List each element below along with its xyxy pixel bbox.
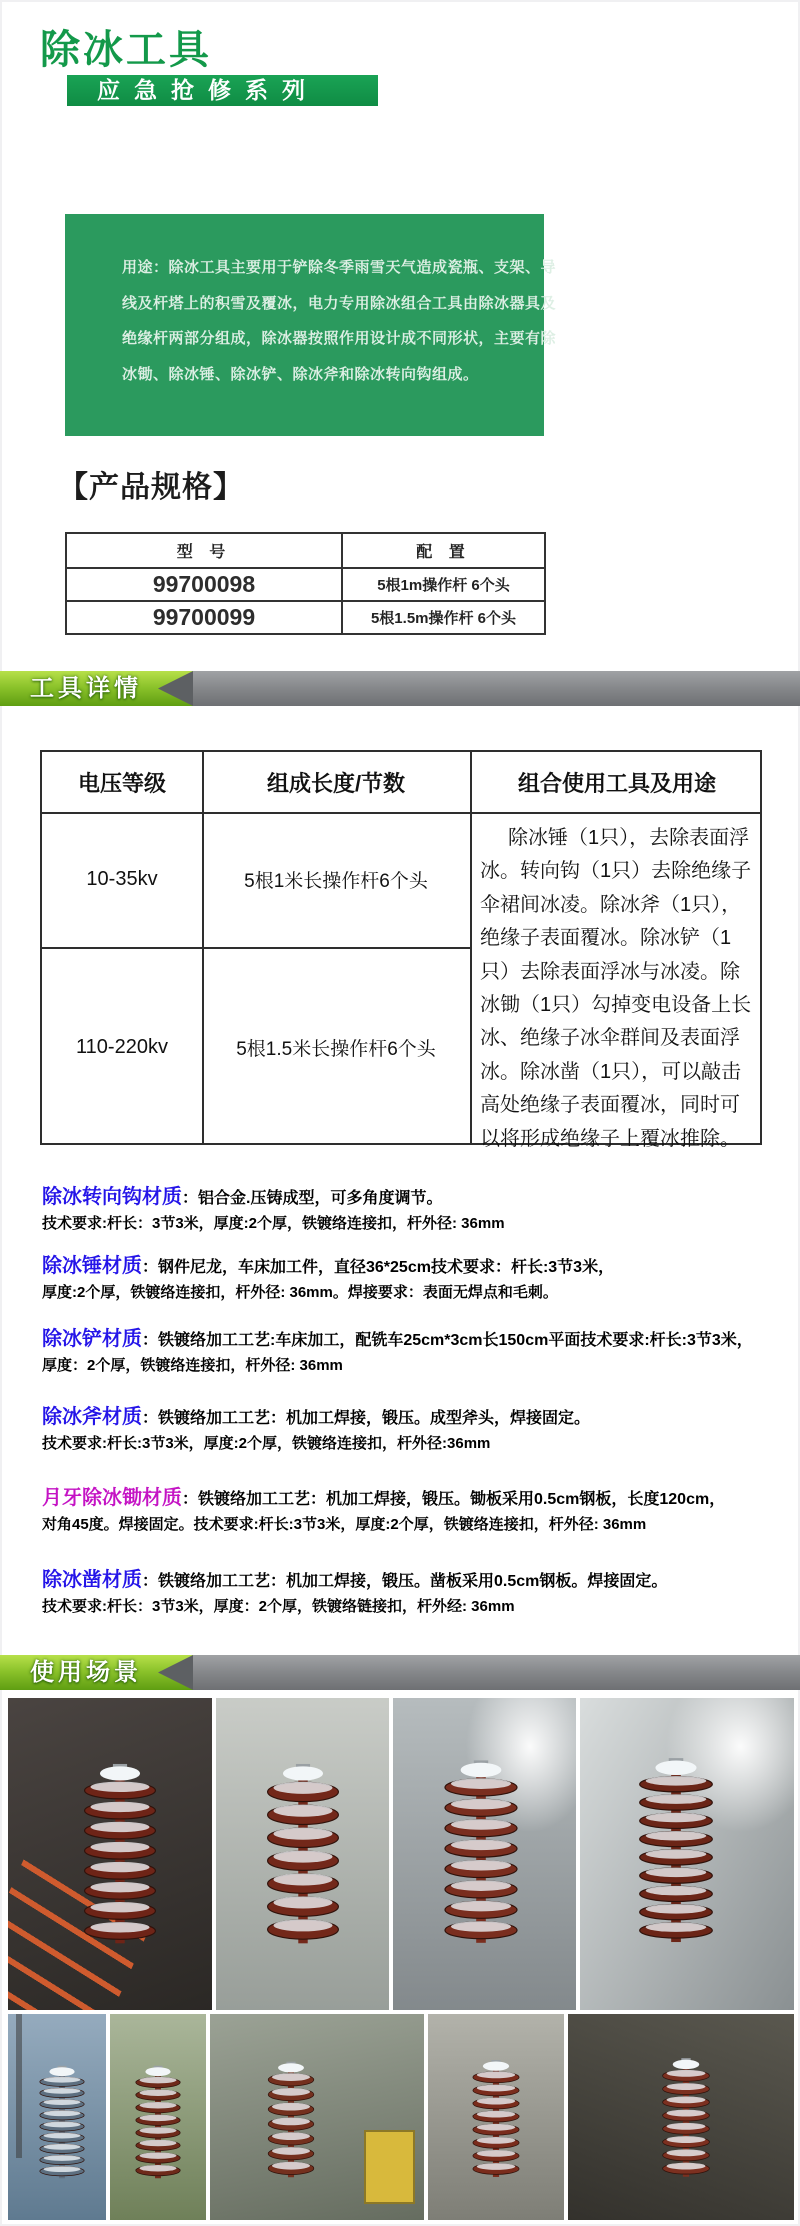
gallery-row (8, 2014, 794, 2220)
subtitle-bar (67, 75, 378, 106)
material-paragraph (42, 1180, 794, 1233)
scene-section-banner (0, 1655, 800, 1690)
voltage-cell: 110-220kv (76, 1035, 168, 1058)
usage-line: 绝缘杆两部分组成，除冰器按照作用设计成不同形状，主要有除 (122, 330, 557, 347)
page-title: 除冰工具 (40, 28, 212, 72)
material-paragraph (42, 1400, 794, 1453)
detail-col-length: 组成长度/节数 (266, 770, 406, 796)
model-number: 99700099 (66, 601, 342, 634)
iced-insulator-photo-3 (393, 1698, 576, 2010)
insulator-graphic (458, 2024, 535, 2216)
insulator-graphic (61, 1708, 179, 2004)
spec-col-model: 型 号 (66, 533, 342, 568)
material-spec-line: 技术要求:杆长：3节3米，厚度:2个厚，铁镀络连接扣，杆外径: 36mm (42, 1215, 505, 1232)
material-spec-line: 厚度:2个厚，铁镀络连接扣，杆外径: 36mm。焊接要求：表面无焊点和毛刺。 (42, 1284, 558, 1301)
usage-cell: 除冰锤（1只），去除表面浮冰。转向钩（1只）去除绝缘子伞裙间冰凌。除冰斧（1只），绝缘子表面覆冰。除冰铲（1只）去除表面浮冰与冰凌。除冰锄（1只）勾掉变电设备上长冰、绝缘子冰伞群间及表面浮冰。除冰凿（1只），可以敲击高处绝缘子表面覆冰，同时可以将形成绝缘子上覆冰推除。 (480, 827, 752, 1150)
spec-section-heading: 【产品规格】 (58, 471, 244, 504)
banner-label: 工具详情 (30, 675, 142, 702)
material-heading: 除冰凿材质 (42, 1569, 142, 1591)
length-cell: 5根1.5米长操作杆6个头 (236, 1038, 436, 1060)
insulator-graphic (253, 2026, 329, 2216)
usage-description-lines (122, 250, 557, 392)
model-config: 5根1.5m操作杆 6个头 (342, 601, 545, 634)
iced-insulator-photo-7 (210, 2014, 424, 2220)
model-number: 99700098 (66, 568, 342, 601)
insulator-graphic (421, 1704, 541, 2004)
material-spec-line: 对角45度。焊接固定。技术要求:杆长:3节3米，厚度:2个厚，铁镀络连接扣，杆外径: 36mm (42, 1516, 647, 1533)
voltage-cell: 10-35kv (86, 868, 158, 890)
insulator-graphic (647, 2022, 725, 2216)
detail-col-voltage: 电压等级 (77, 770, 166, 796)
banner-label: 使用场景 (30, 1659, 142, 1686)
material-heading: 除冰转向钩材质 (42, 1186, 182, 1208)
model-config: 5根1m操作杆 6个头 (342, 568, 545, 601)
detail-col-usage: 组合使用工具及用途 (517, 770, 716, 796)
material-paragraph (42, 1481, 794, 1534)
material-text: ：钢件尼龙，车床加工件，直径36*25cm技术要求：杆长:3节3米， (142, 1259, 615, 1276)
material-text: ：铁镀络加工工艺：机加工焊接，锻压。成型斧头，焊接固定。 (142, 1410, 591, 1427)
material-heading: 除冰斧材质 (42, 1406, 142, 1428)
spec-table (65, 532, 546, 635)
usage-line: 线及杆塔上的积雪及覆冰，电力专用除冰组合工具由除冰器具及 (122, 294, 557, 312)
iced-insulator-photo-6 (110, 2014, 206, 2220)
material-spec-line: 厚度：2个厚，铁镀络连接扣，杆外径: 36mm (42, 1357, 343, 1374)
material-paragraph (42, 1249, 794, 1302)
material-heading: 月牙除冰锄材质 (42, 1487, 182, 1509)
detail-section-banner (0, 671, 800, 706)
yellow-machine (364, 2130, 415, 2204)
table-row (66, 601, 545, 634)
gallery-row (8, 1698, 794, 2010)
material-text: ：铁镀络加工工艺：机加工焊接，锻压。锄板采用0.5cm钢板，长度120cm， (182, 1491, 726, 1508)
insulator-graphic (121, 2031, 195, 2216)
banner-gray-bar (193, 671, 800, 706)
iced-insulator-photo-9 (568, 2014, 794, 2220)
detail-table (40, 750, 762, 1150)
usage-line: 冰锄、除冰锤、除冰铲、除冰斧和除冰转向钩组成。 (122, 365, 479, 383)
spec-col-config: 配 置 (342, 533, 545, 568)
material-text: ：铁镀络加工工艺:车床加工，配铣车25cm*3cm长150cm平面技术要求:杆长:3节3米， (142, 1332, 753, 1349)
iced-insulator-photo-1 (8, 1698, 212, 2010)
spec-table-header-row (66, 533, 545, 568)
insulator-graphic (244, 1708, 362, 2004)
insulator-graphic (616, 1701, 737, 2004)
material-paragraph (42, 1322, 794, 1375)
material-spec-line: 技术要求:杆长:3节3米，厚度:2个厚，铁镀络连接扣，杆外径:36mm (42, 1435, 491, 1452)
length-cell: 5根1米长操作杆6个头 (244, 871, 428, 892)
iced-insulator-photo-2 (216, 1698, 389, 2010)
subtitle-text: 应急抢修系列 (97, 77, 319, 103)
insulator-graphic (25, 2031, 99, 2216)
iced-insulator-photo-8 (428, 2014, 564, 2220)
table-row (66, 568, 545, 601)
iced-insulator-photo-5 (8, 2014, 106, 2220)
usage-line: 用途：除冰工具主要用于铲除冬季雨雪天气造成瓷瓶、支架、导 (122, 259, 557, 276)
material-paragraph (42, 1563, 794, 1616)
material-text: ：铝合金.压铸成型，可多角度调节。 (182, 1190, 443, 1207)
material-text: ：铁镀络加工工艺：机加工焊接，锻压。凿板采用0.5cm钢板。焊接固定。 (142, 1573, 668, 1590)
usage-gallery (8, 1698, 794, 2220)
material-heading: 除冰铲材质 (42, 1328, 142, 1350)
material-heading: 除冰锤材质 (42, 1255, 142, 1277)
material-spec-line: 技术要求:杆长：3节3米，厚度：2个厚，铁镀络链接扣，杆外经: 36mm (42, 1598, 515, 1615)
banner-gray-bar (193, 1655, 800, 1690)
usage-description-box (65, 214, 557, 436)
iced-insulator-photo-4 (580, 1698, 794, 2010)
utility-pole (16, 2014, 22, 2158)
